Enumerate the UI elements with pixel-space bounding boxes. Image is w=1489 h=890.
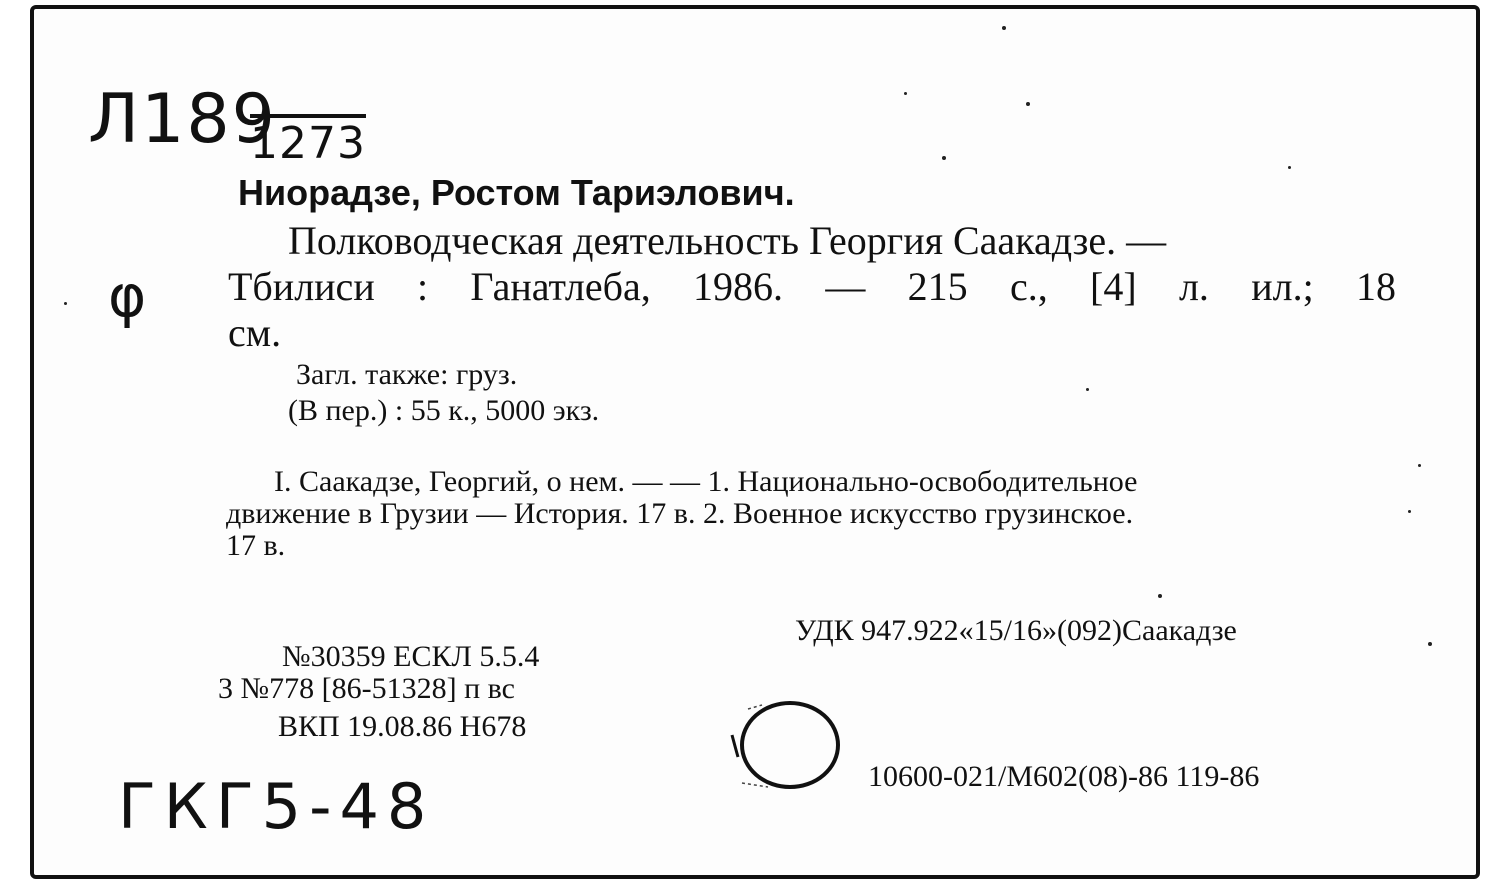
isbn-index-line: 10600-021/М602(08)-86 119-86 xyxy=(868,760,1260,793)
imprint-line: см. xyxy=(228,310,282,355)
note-title-language: Загл. также: груз. xyxy=(296,358,518,391)
scan-speck xyxy=(1428,642,1432,646)
catalog-code-line: 3 №778 [86-51328] п вс xyxy=(218,672,515,705)
author-heading: Ниорадзе, Ростом Тариэлович. xyxy=(238,172,795,213)
scan-speck xyxy=(904,92,907,95)
subject-line: движение в Грузии — История. 17 в. 2. Военное искусство грузинское. xyxy=(226,497,1134,530)
scan-speck xyxy=(1086,388,1089,391)
subject-line: 17 в. xyxy=(226,529,286,562)
scan-speck xyxy=(1418,464,1421,467)
handwritten-bottom-code: ГКГ5-48 xyxy=(118,770,435,843)
title-line: Полководческая деятельность Георгия Саакадзе. — xyxy=(288,218,1167,263)
imprint-line: Тбилиси : Ганатлеба, 1986. — 215 с., [4] л. ил.; 18 xyxy=(228,264,1396,309)
subject-line: I. Саакадзе, Георгий, о нем. — — 1. Национально-освободительное xyxy=(274,465,1138,498)
scan-speck xyxy=(1288,166,1291,169)
catalog-code-line: №30359 ЕСКЛ 5.5.4 xyxy=(282,640,540,673)
scan-speck xyxy=(1026,102,1030,106)
udc-classification: УДК 947.922«15/16»(092)Саакадзе xyxy=(795,614,1237,647)
scan-speck xyxy=(942,156,946,160)
subject-headings xyxy=(226,466,1396,562)
scan-speck xyxy=(1158,594,1162,598)
note-price-edition: (В пер.) : 55 к., 5000 экз. xyxy=(288,394,600,427)
handwritten-shelfmark-number: 1273 xyxy=(250,118,366,169)
handwritten-shelfmark: Л189 xyxy=(88,80,277,159)
scan-speck xyxy=(1408,510,1411,513)
scan-speck xyxy=(1002,26,1006,30)
scan-speck xyxy=(64,302,67,305)
handwritten-marginal-mark: φ xyxy=(108,262,147,330)
title-description xyxy=(228,218,1396,356)
catalog-code-line: ВКП 19.08.86 Н678 xyxy=(278,710,527,743)
stamp-circle-icon xyxy=(728,695,848,795)
